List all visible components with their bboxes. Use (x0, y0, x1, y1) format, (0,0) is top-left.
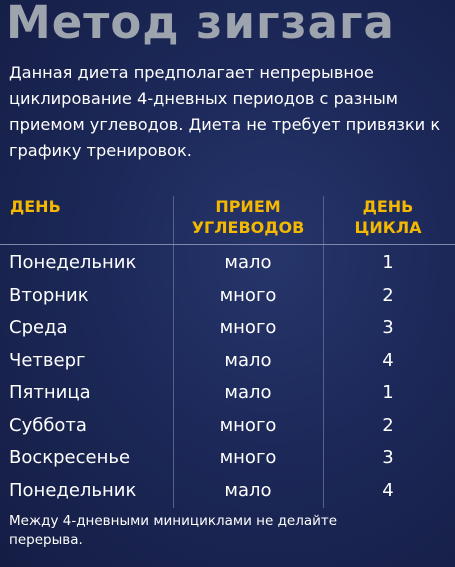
cell-carb: мало (224, 252, 272, 273)
cell-carb: много (219, 447, 277, 468)
header-divider (0, 244, 455, 245)
cell-cycle: 1 (382, 382, 394, 403)
header-carb-intake (173, 196, 323, 238)
cell-cycle: 4 (382, 479, 394, 501)
cell-cycle: 2 (382, 284, 394, 306)
cell-day: Суббота (9, 414, 87, 436)
header-cycle-line1: ДЕНЬ (362, 197, 414, 216)
table-row (0, 312, 455, 345)
cell-carb: мало (224, 382, 272, 403)
cell-day: Понедельник (9, 252, 137, 273)
header-carb-line1: ПРИЕМ (215, 197, 281, 216)
table-row (0, 442, 455, 475)
cell-carb: много (219, 414, 277, 436)
cell-cycle: 2 (382, 414, 394, 436)
cell-cycle: 1 (382, 252, 394, 273)
cell-cycle: 4 (382, 349, 394, 371)
header-carb-line2: УГЛЕВОДОВ (191, 218, 305, 237)
table-row (0, 475, 455, 508)
cell-carb: много (219, 284, 277, 306)
header-cycle-day (338, 196, 438, 238)
cell-cycle: 3 (382, 447, 394, 468)
table-row (0, 410, 455, 443)
header-cycle-line2: ЦИКЛА (354, 218, 422, 237)
footnote: Между 4-дневными минициклами не делайте перерыва. (9, 513, 338, 548)
table-header (0, 196, 455, 242)
cell-day: Четверг (9, 349, 86, 371)
cell-cycle: 3 (382, 317, 394, 338)
table-body (0, 247, 455, 507)
header-day: ДЕНЬ (10, 197, 61, 216)
table-row (0, 280, 455, 313)
cell-day: Воскресенье (9, 447, 131, 468)
cell-day: Среда (9, 317, 68, 338)
cell-carb: много (219, 317, 277, 338)
cell-carb: мало (224, 479, 272, 501)
cell-carb: мало (224, 349, 272, 371)
table-row (0, 345, 455, 378)
cell-day: Понедельник (9, 479, 137, 501)
intro-paragraph: Данная диета предполагает непрерывное циклирование 4-дневных периодов с разным приемом углеводов. Диета не требует привязки к графику тренировок. (9, 63, 441, 160)
table-row (0, 247, 455, 280)
table-row (0, 377, 455, 410)
cell-day: Вторник (9, 284, 89, 306)
cell-day: Пятница (9, 382, 91, 403)
page-title: Метод зигзага (6, 0, 395, 49)
